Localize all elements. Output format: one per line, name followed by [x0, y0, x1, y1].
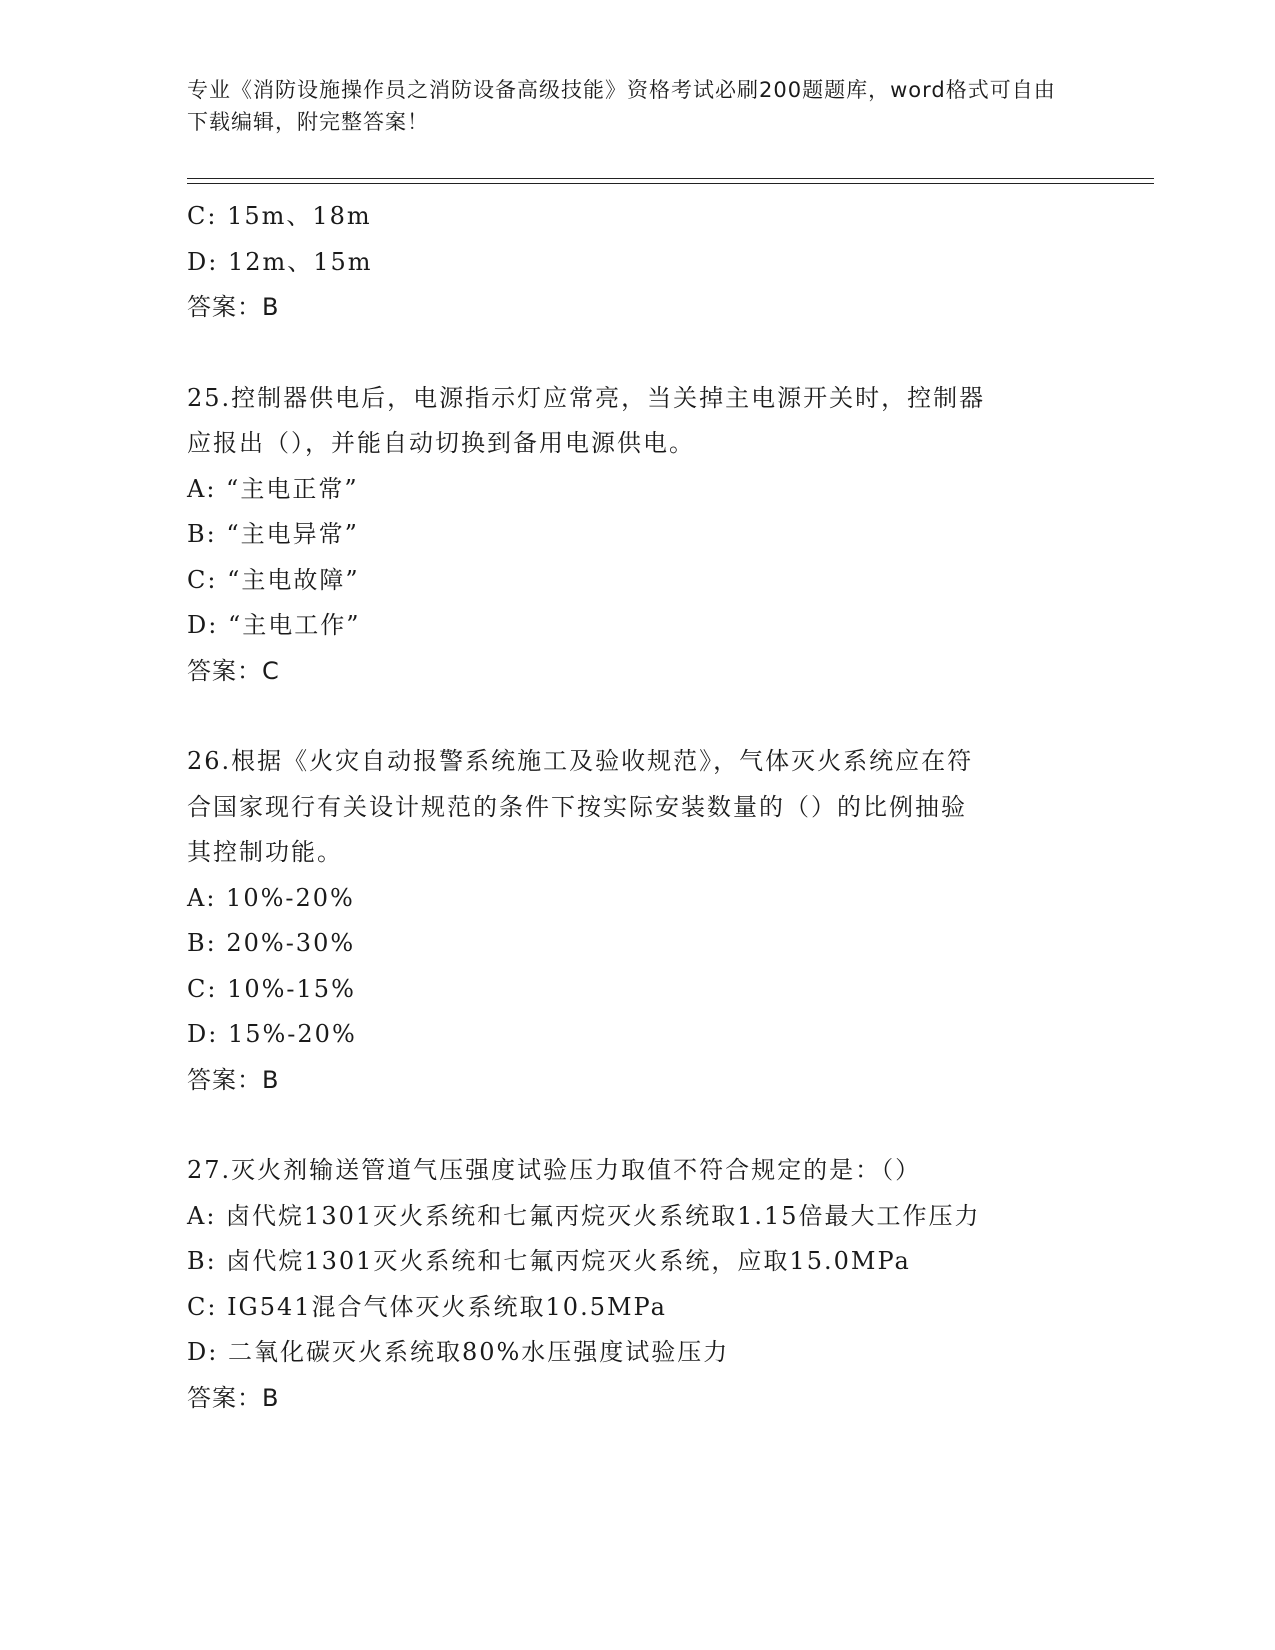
spacer — [187, 331, 1067, 376]
answer-line: 答案：B — [187, 293, 280, 321]
document-title: 专业《消防设施操作员之消防设备高级技能》资格考试必刷200题题库，word格式可自由下载编辑，附完整答案！ — [187, 78, 1056, 134]
question-stem: 25.控制器供电后，电源指示灯应常亮，当关掉主电源开关时，控制器 — [187, 383, 986, 412]
option-c: C: IG541混合气体灭火系统取10.5MPa — [187, 1292, 667, 1321]
option-b: B: 卤代烷1301灭火系统和七氟丙烷灭火系统，应取15.0MPa — [187, 1247, 911, 1275]
option-d: D: 二氧化碳灭火系统取80%水压强度试验压力 — [187, 1338, 730, 1366]
question-block-prev — [187, 194, 1067, 331]
option-a: A: 10%-20% — [187, 883, 355, 912]
option-d: D: 15%-20% — [187, 1020, 357, 1048]
header-divider-bottom — [187, 183, 1154, 184]
spacer — [187, 694, 1067, 739]
question-stem: 合国家现行有关设计规范的条件下按实际安装数量的（）的比例抽验 — [187, 792, 967, 821]
answer-line: 答案：C — [187, 656, 280, 685]
option-a: A: “主电正常” — [187, 474, 359, 503]
option-b: B: 20%-30% — [187, 929, 356, 957]
option-d: D: 12m、15m — [187, 247, 373, 276]
option-d: D: “主电工作” — [187, 611, 361, 639]
question-block-26 — [187, 739, 1067, 1103]
option-b: B: “主电异常” — [187, 520, 359, 548]
spacer — [187, 1103, 1067, 1148]
question-block-27 — [187, 1148, 1067, 1421]
option-c: C: 15m、18m — [187, 202, 372, 230]
question-stem: 应报出（），并能自动切换到备用电源供电。 — [187, 429, 695, 457]
document-header — [187, 74, 1067, 138]
question-block-25 — [187, 376, 1067, 695]
option-a: A: 卤代烷1301灭火系统和七氟丙烷灭火系统取1.15倍最大工作压力 — [187, 1201, 981, 1230]
answer-line: 答案：B — [187, 1383, 280, 1412]
option-c: C: “主电故障” — [187, 565, 360, 594]
option-c: C: 10%-15% — [187, 974, 356, 1003]
question-stem: 其控制功能。 — [187, 838, 343, 866]
question-list — [187, 194, 1067, 1421]
header-divider-top — [187, 178, 1154, 179]
question-stem: 26.根据《火灾自动报警系统施工及验收规范》，气体灭火系统应在符 — [187, 747, 974, 775]
question-stem: 27.灭火剂输送管道气压强度试验压力取值不符合规定的是：（） — [187, 1156, 922, 1184]
answer-line: 答案：B — [187, 1065, 280, 1094]
